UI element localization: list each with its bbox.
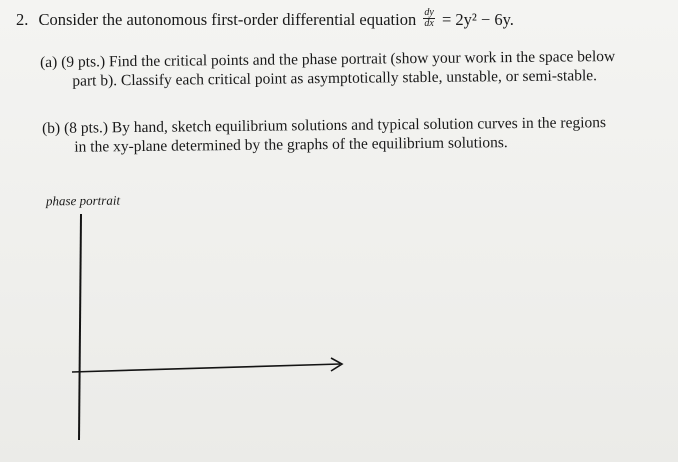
part-b-tag: (b) xyxy=(42,119,61,137)
horizontal-axis xyxy=(72,364,340,372)
phase-portrait-label: phase portrait xyxy=(45,192,121,209)
part-a-text-1: (9 pts.) Find the critical points and the phase portrait (show your work in the space below xyxy=(61,47,616,71)
part-a-text-2: part b). Classify each critical point as asymptotically stable, unstable, or semi-stable. xyxy=(72,67,598,90)
part-b-text-1: (8 pts.) By hand, sketch equilibrium solutions and typical solution curves in the regions xyxy=(63,114,607,137)
part-b-text-2: in the xy-plane determined by the graphs of the equilibrium solutions. xyxy=(74,134,508,156)
part-a-tag: (a) xyxy=(40,53,58,71)
fraction-denominator: dx xyxy=(424,17,434,29)
vertical-axis xyxy=(79,214,81,440)
fraction-numerator: dy xyxy=(424,6,434,18)
problem-number: 2. xyxy=(16,10,29,29)
equation-rhs: = 2y² − 6y. xyxy=(441,10,514,29)
problem-text: Consider the autonomous first-order differential equation xyxy=(38,10,417,29)
